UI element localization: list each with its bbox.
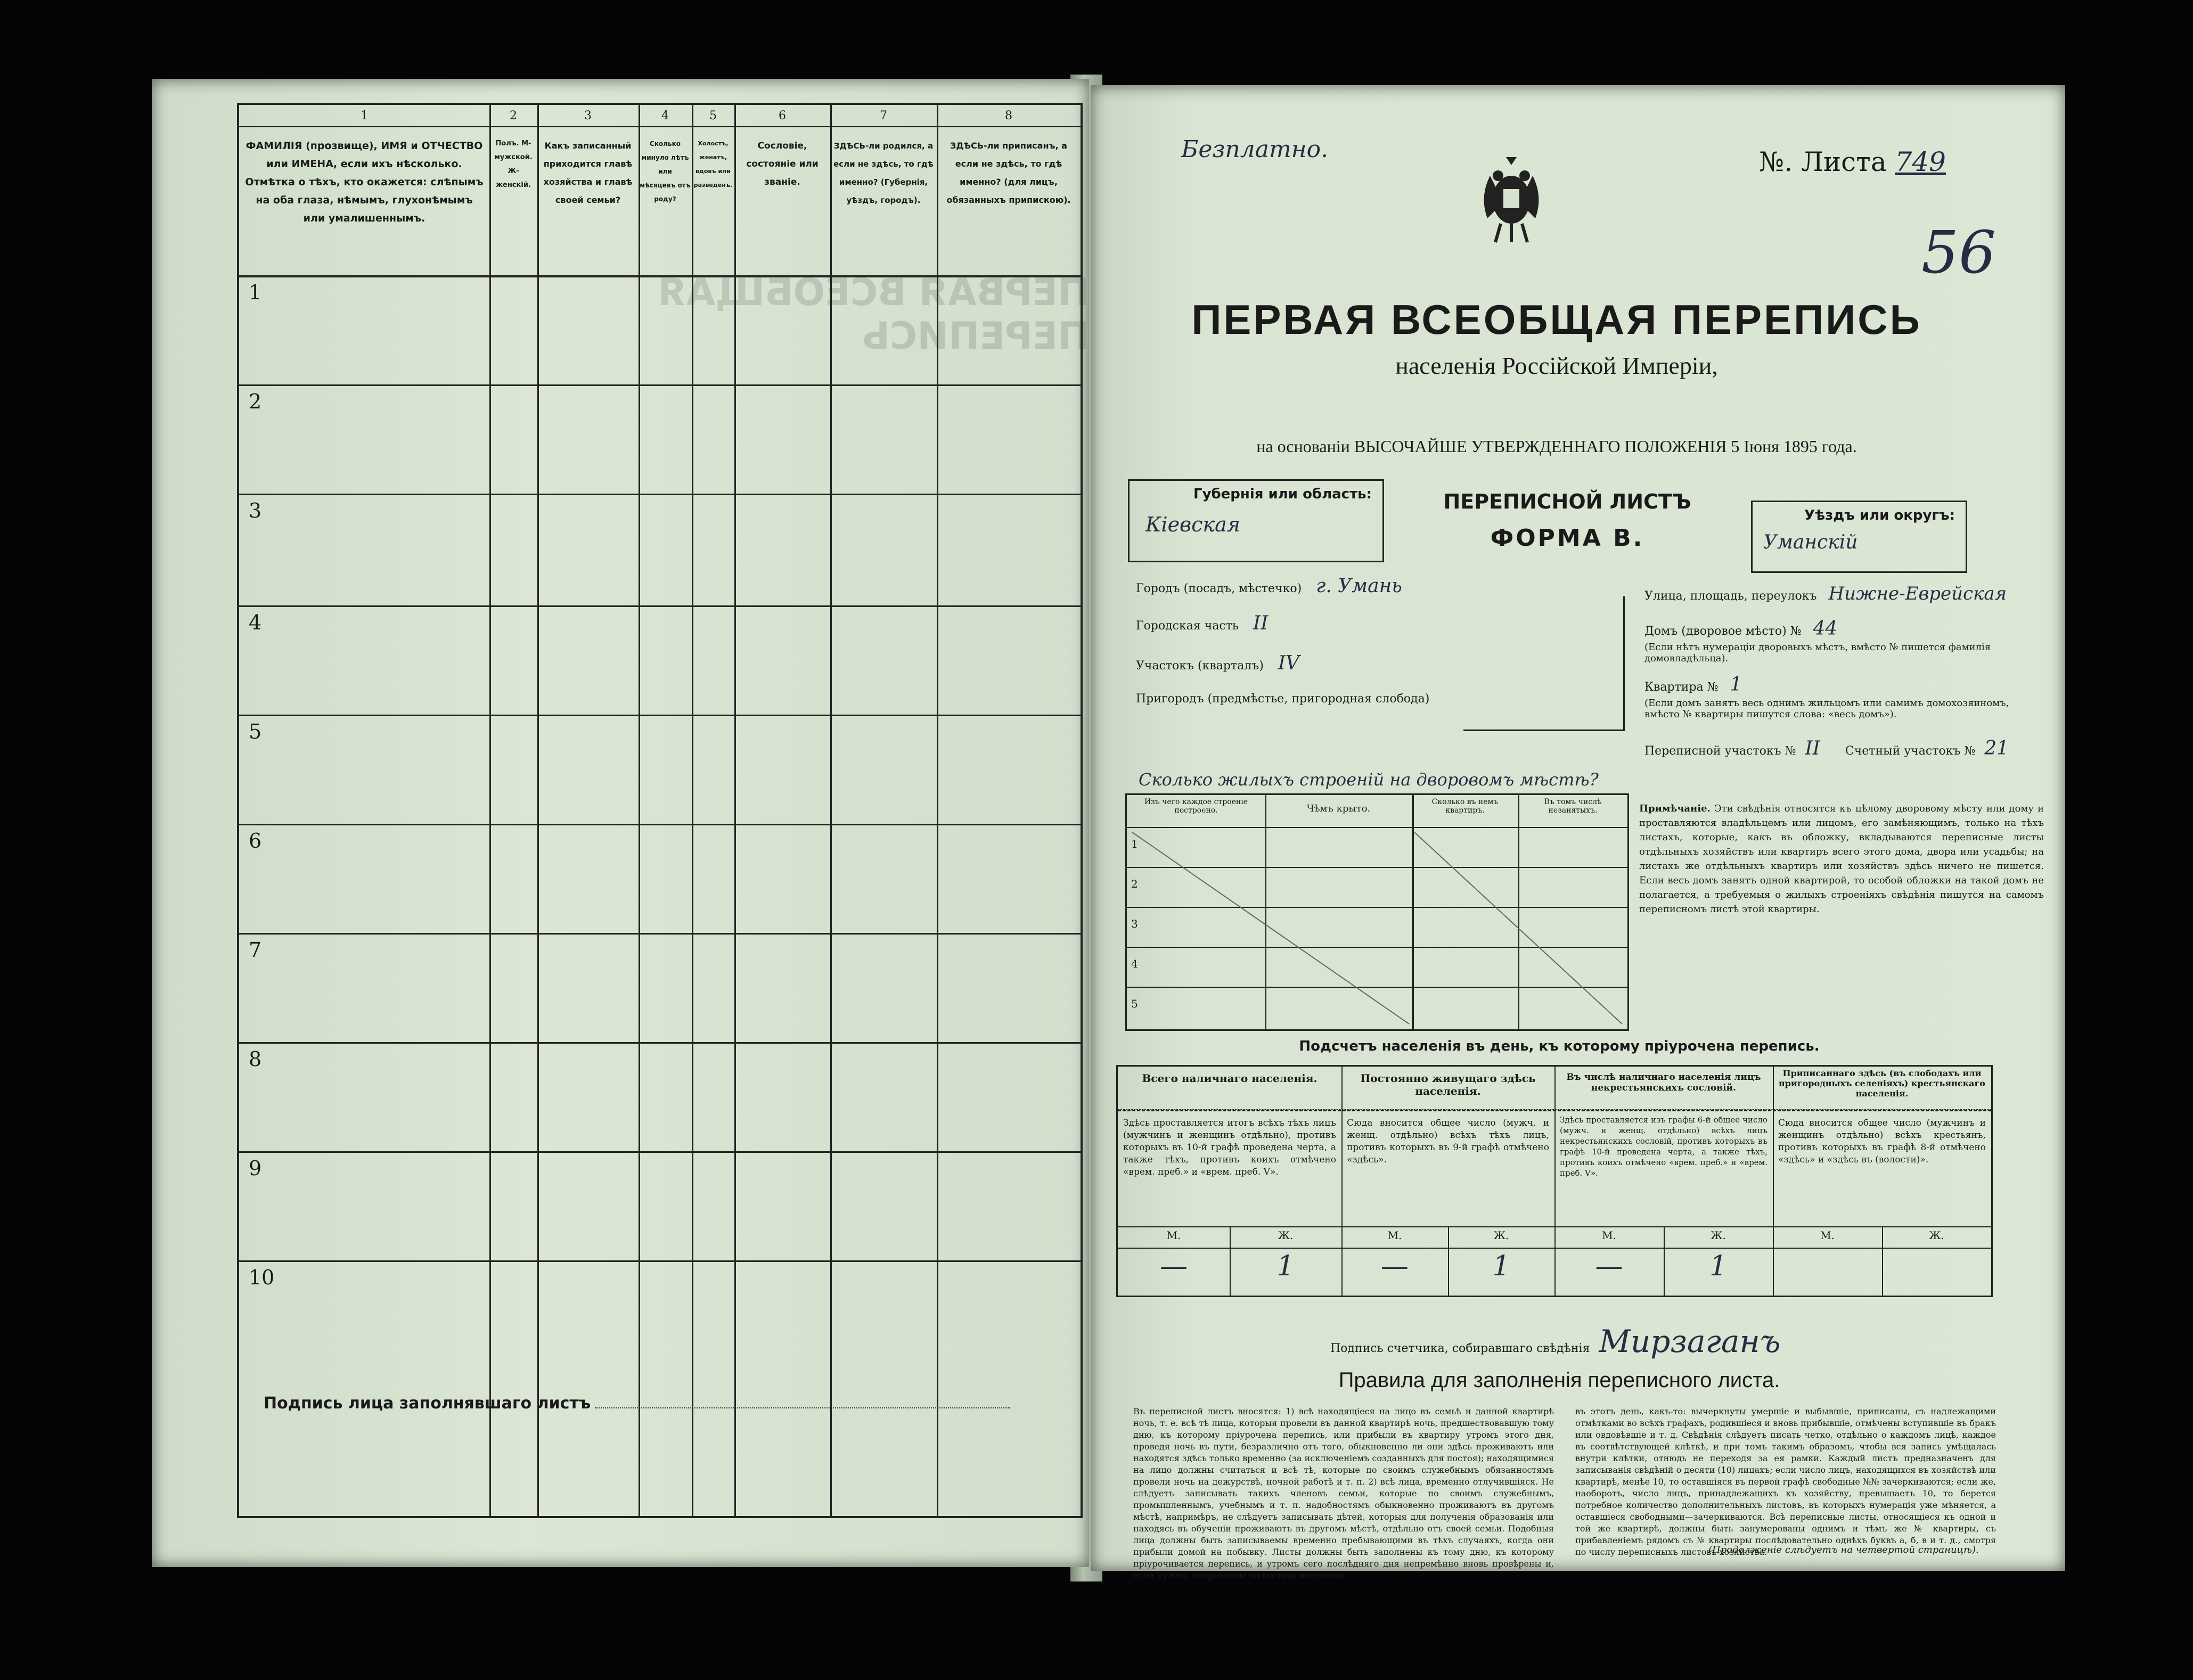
header-marital: Холостъ, женатъ, вдовъ или разведенъ. [693, 140, 733, 189]
city-field: Городъ (посадъ, мѣстечко) г. Умань [1136, 575, 1402, 597]
header-registration: ЗДѢСЬ-ли приписанъ, а если не здѣсь, то гдѣ именно? (для лицъ, обязанныхъ припискою). [946, 141, 1071, 205]
counting-district-value: 21 [1984, 737, 2009, 759]
sex-label-f: Ж. [1278, 1229, 1294, 1242]
count-header-total: Всего наличнаго населенія. [1142, 1072, 1318, 1085]
apartment-field: Квартира № 1 [1644, 674, 1742, 695]
sex-label-f: Ж. [1929, 1229, 1944, 1242]
count-desc-peasant: Сюда вносится общее число (мужчинъ и женщинъ отдѣльно) всѣхъ крестьянъ, противъ которыхъ въ графѣ 8-й отмѣчено «здѣсь» и «здѣсь въ (волости)». [1778, 1118, 1986, 1165]
row-number: 10 [249, 1266, 275, 1289]
row-number: 4 [249, 611, 262, 634]
col-number-4: 4 [661, 109, 669, 122]
col-number-5: 5 [709, 109, 717, 122]
buildings-table [1125, 793, 1629, 1031]
district-field: Участокъ (кварталъ) IV [1136, 652, 1300, 674]
sex-label-m: М. [1602, 1229, 1616, 1242]
count-value: 1 [1709, 1250, 1728, 1282]
rules-title: Правила для заполненія переписного листа. [1338, 1368, 1780, 1392]
sheet-type: ПЕРЕПИСНОЙ ЛИСТЪ [1443, 490, 1691, 513]
row-number: 9 [249, 1157, 262, 1180]
city-part-value: II [1253, 612, 1269, 634]
buildings-header-vacant: Въ томъ числѣ незанятыхъ. [1544, 798, 1602, 815]
row-number: 7 [249, 938, 262, 962]
count-desc-total: Здѣсь проставляется итогъ всѣхъ тѣхъ лицъ (мужчинъ и женщинъ отдѣльно), противъ которыхъ въ 10-й графѣ проведена черта, а также тѣхъ, противъ коихъ отмѣчено «врем. преб.» и «врем. преб. V». [1123, 1118, 1336, 1177]
document-subtitle: населенія Россійской Имперіи, [1395, 352, 1718, 379]
buildings-row-number: 1 [1131, 838, 1138, 850]
sheet-number-value: 749 [1895, 146, 1946, 177]
header-birthplace: ЗДѢСЬ-ли родился, а если не здѣсь, то гдѣ именно? (Губернія, уѣздъ, городъ). [833, 141, 934, 205]
census-table [237, 103, 1083, 1518]
corner-number: 56 [1921, 218, 1996, 286]
count-header-peasant: Приписаннаго здѣсь (въ слободахъ или пригородныхъ селеніяхъ) крестьянскаго населенія. [1779, 1068, 1985, 1099]
col-number-1: 1 [361, 109, 368, 122]
house-value: 44 [1813, 618, 1838, 640]
row-number: 5 [249, 720, 262, 743]
row-number: 1 [249, 281, 262, 304]
row-number: 2 [249, 390, 262, 413]
guberniya-value: Кіевская [1145, 513, 1240, 536]
census-district-field: Переписной участокъ № II Счетный участокъ № 21 [1644, 737, 2009, 759]
count-value: 1 [1276, 1250, 1295, 1282]
sex-label-m: М. [1387, 1229, 1402, 1242]
buildings-row-number: 3 [1131, 917, 1138, 930]
free-label: Безплатно. [1181, 136, 1329, 163]
continuation-note: (Продолженіе слѣдуетъ на четвертой страницѣ). [1708, 1544, 1979, 1555]
suburb-field: Пригородъ (предмѣстье, пригородная слобода) [1136, 692, 1430, 706]
counter-signature: Подпись счетчика, собиравшаго свѣдѣнія Мирзаганъ [1330, 1323, 1781, 1359]
count-value: — [1160, 1250, 1188, 1282]
count-value: 1 [1492, 1250, 1510, 1282]
apartment-note: (Если домъ занятъ весь однимъ жильцомъ или самимъ домохозяиномъ, вмѣсто № квартиры пишутся слова: «весь домъ»). [1644, 698, 2009, 720]
legal-basis: на основаніи ВЫСОЧАЙШЕ УТВЕРЖДЕННАГО ПОЛОЖЕНІЯ 5 Іюня 1895 года. [1256, 437, 1857, 456]
sex-label-m: М. [1166, 1229, 1181, 1242]
double-eagle-emblem [1474, 154, 1549, 245]
header-sex: Полъ. М-мужской. Ж-женскій. [494, 140, 533, 189]
signature-label: Подпись лица заполнявшаго листъ [264, 1394, 1010, 1413]
count-header-nonpeasant: Въ числѣ наличнаго населенія лицъ некрестьянскихъ сословій. [1566, 1072, 1761, 1093]
buildings-row-number: 2 [1131, 878, 1138, 890]
buildings-header-apartments: Сколько въ немъ квартиръ. [1431, 798, 1499, 815]
col-number-7: 7 [880, 109, 887, 122]
bleed-through-title: ПЕРВАЯ ВСЕОБЩАЯ ПЕРЕПИСЬ [658, 271, 1089, 358]
uezd-label: Уѣздъ или округъ: [1804, 507, 1955, 523]
header-estate: Сословіе, состояніе или званіе. [746, 141, 819, 187]
sex-label-f: Ж. [1493, 1229, 1509, 1242]
header-name: ФАМИЛІЯ (прозвище), ИМЯ и ОТЧЕСТВО или ИМЕНА, если ихъ нѣсколько. Отмѣтка о тѣхъ, кто окажется: слѣпымъ на оба глаза, нѣмымъ, глухонѣмымъ или умалишеннымъ. [245, 140, 484, 224]
row-number: 6 [249, 829, 262, 853]
row-number: 8 [249, 1047, 262, 1071]
count-title: Подсчетъ населенія въ день, къ которому пріурочена перепись. [1299, 1038, 1820, 1054]
sex-label-f: Ж. [1711, 1229, 1726, 1242]
population-count-table [1116, 1065, 1993, 1297]
apartment-value: 1 [1730, 674, 1742, 695]
house-note: (Если нѣтъ нумераціи дворовыхъ мѣстъ, вмѣсто № пишется фамилія домовладѣльца). [1644, 642, 1991, 664]
left-page [152, 79, 1089, 1567]
right-page [1091, 85, 2065, 1580]
buildings-question: Сколько жилыхъ строеній на дворовомъ мѣстѣ? [1139, 769, 1599, 790]
sheet-number: №. Листа 749 [1759, 146, 1946, 177]
col-number-6: 6 [779, 109, 786, 122]
rules-right-column: въ этотъ день, какъ-то: вычеркнуты умершіе и выбывшіе, приписаны, съ надлежащими отмѣтками во всѣхъ графахъ, родившіеся и вновь прибывшіе, отмѣчены вступившіе въ бракъ или овдовѣвшіе и т. д. Свѣдѣнія слѣдуетъ писать четко, отдѣльно о каждомъ лицѣ, каждое въ соотвѣтствующей клѣткѣ, и при томъ такимъ образомъ, чтобы вся запись умѣщалась внутри клѣтки, отнюдь не переходя за ея рамки. Каждый листъ предназначенъ для записыванія свѣдѣній о десяти (10) лицахъ; если число лицъ, находящихся въ хозяйствѣ или квартирѣ, менѣе 10, то оставшіяся въ первой графѣ свободные №№ зачеркиваются; если же, наоборотъ, число лицъ, принадлежащихъ къ хозяйству, превышаетъ 10, то берется потребное количество дополнительныхъ листовъ, въ которыхъ нумерація уже мѣняется, а оставшіеся свободными—зачеркиваются. Всѣ переписные листы, относящіеся къ одной и той же квартирѣ, должны быть занумерованы однимъ и тѣмъ же № квартиры, съ прибавленіемъ рядомъ съ № квартиры послѣдовательно однѣхъ буквъ а, б, в и т. д., смотря по числу переписныхъ листовъ хозяйства. [1575, 1406, 1996, 1557]
buildings-row-number: 5 [1131, 997, 1138, 1010]
buildings-row-number: 4 [1131, 957, 1138, 970]
house-field: Домъ (дворовое мѣсто) № 44 [1644, 618, 1838, 640]
count-desc-nonpeasant: Здѣсь проставляется изъ графы 6-й общее число (мужч. и женщ. отдѣльно) всѣхъ лицъ некрестьянскихъ сословій, противъ которыхъ въ графѣ 10-й проведена черта, а также тѣхъ, противъ коихъ отмѣчено «врем. преб.» и «врем. преб. V». [1560, 1115, 1768, 1178]
form-letter: ФОРМА В. [1490, 525, 1644, 552]
sex-label-m: М. [1820, 1229, 1835, 1242]
col-number-8: 8 [1005, 109, 1012, 122]
count-value: — [1595, 1250, 1623, 1282]
counter-signature-value: Мирзаганъ [1599, 1323, 1781, 1359]
buildings-header-material: Изъ чего каждое строеніе построено. [1144, 798, 1248, 815]
census-district-value: II [1805, 737, 1820, 759]
rules-left-column: Въ переписной листъ вносятся: 1) всѣ находящіеся на лицо въ семьѣ и данной квартирѣ ночь, т. е. всѣ тѣ лица, которыя провели въ данной квартирѣ ночь, предшествовавшую тому дню, къ которому пріурочена перепись, или прибыли въ квартиру утромъ этого дня, проведя ночь въ пути, безразлично отъ того, обыкновенно ли они здѣсь проживаютъ или находятся здѣсь только временно (за исключеніемъ созданныхъ для постоя); находящимися на лицо должны считаться и всѣ тѣ, которые по своимъ служебнымъ обязанностямъ провели ночь на дежурствѣ, ночной работѣ и т. п. 2) всѣ лица, временно отлучившіяся. Не слѣдуетъ записывать такихъ членовъ семьи, которые по своимъ служебнымъ, промышленнымъ, учебнымъ и т. п. надобностямъ обыкновенно проживаютъ въ другомъ мѣстѣ, напримѣръ, не слѣдуетъ записывать дѣтей, которыя для полученія образованія или находясь въ обученіи проживаютъ въ другомъ мѣстѣ, отдѣльно отъ своей семьи. Подобныя лица должны быть записываемы временно пребывающими въ тѣхъ случаяхъ, когда они прибыли домой на побывку. Листы должны быть заполнены къ тому дню, къ которому пріурочивается перепись, и утромъ сего послѣдняго дня непремѣнно вновь провѣрены и, если нужно, исправлены по составу населенія [1133, 1406, 1554, 1580]
row-number: 3 [249, 499, 262, 522]
count-header-permanent: Постоянно живущаго здѣсь населенія. [1360, 1072, 1536, 1097]
count-desc-permanent: Сюда вносится общее число (мужч. и женщ. отдѣльно) всѣхъ тѣхъ лицъ, противъ которыхъ въ 9-й графѣ отмѣчено «здѣсь». [1347, 1118, 1549, 1165]
city-value: г. Умань [1316, 575, 1402, 597]
document-title: ПЕРВАЯ ВСЕОБЩАЯ ПЕРЕПИСЬ [1191, 296, 1922, 343]
uezd-value: Уманскій [1763, 531, 1858, 553]
city-part-field: Городская часть II [1136, 612, 1269, 634]
buildings-note: Примѣчаніе. Эти свѣдѣнія относятся къ цѣлому дворовому мѣсту или дому и проставляются владѣльцемъ или лицомъ, его замѣняющимъ, только на тѣхъ листахъ, которые, какъ въ обложку, вкладываются переписные листы отдѣльныхъ хозяйствъ или квартиръ всего этого дома, двора или усадьбы; на листахъ же отдѣльныхъ квартиръ или хозяйствъ здѣсь ничего не пишется. Если весь домъ занятъ одной квартирой, то особой обложки на такой домъ не полагается, а требуемыя о жилыхъ строеніяхъ свѣдѣнія пишутся на самомъ переписномъ листѣ этой квартиры. [1639, 803, 2044, 915]
header-age: Сколько минуло лѣтъ или мѣсяцевъ отъ роду? [640, 140, 691, 203]
street-field: Улица, площадь, переулокъ Нижне-Еврейская [1644, 583, 2007, 604]
count-value: — [1381, 1250, 1409, 1282]
uezd-box [1751, 501, 1967, 573]
col-number-2: 2 [510, 109, 517, 122]
street-value: Нижне-Еврейская [1828, 583, 2007, 604]
guberniya-label: Губернія или область: [1193, 486, 1372, 502]
cross-out-strokes [1127, 827, 1627, 1029]
header-relation: Какъ записанный приходится главѣ хозяйства и главѣ своей семьи? [543, 141, 633, 205]
buildings-header-roof: Чѣмъ крыто. [1306, 803, 1371, 814]
district-value: IV [1278, 652, 1300, 674]
col-number-3: 3 [584, 109, 592, 122]
guberniya-box [1128, 479, 1384, 562]
